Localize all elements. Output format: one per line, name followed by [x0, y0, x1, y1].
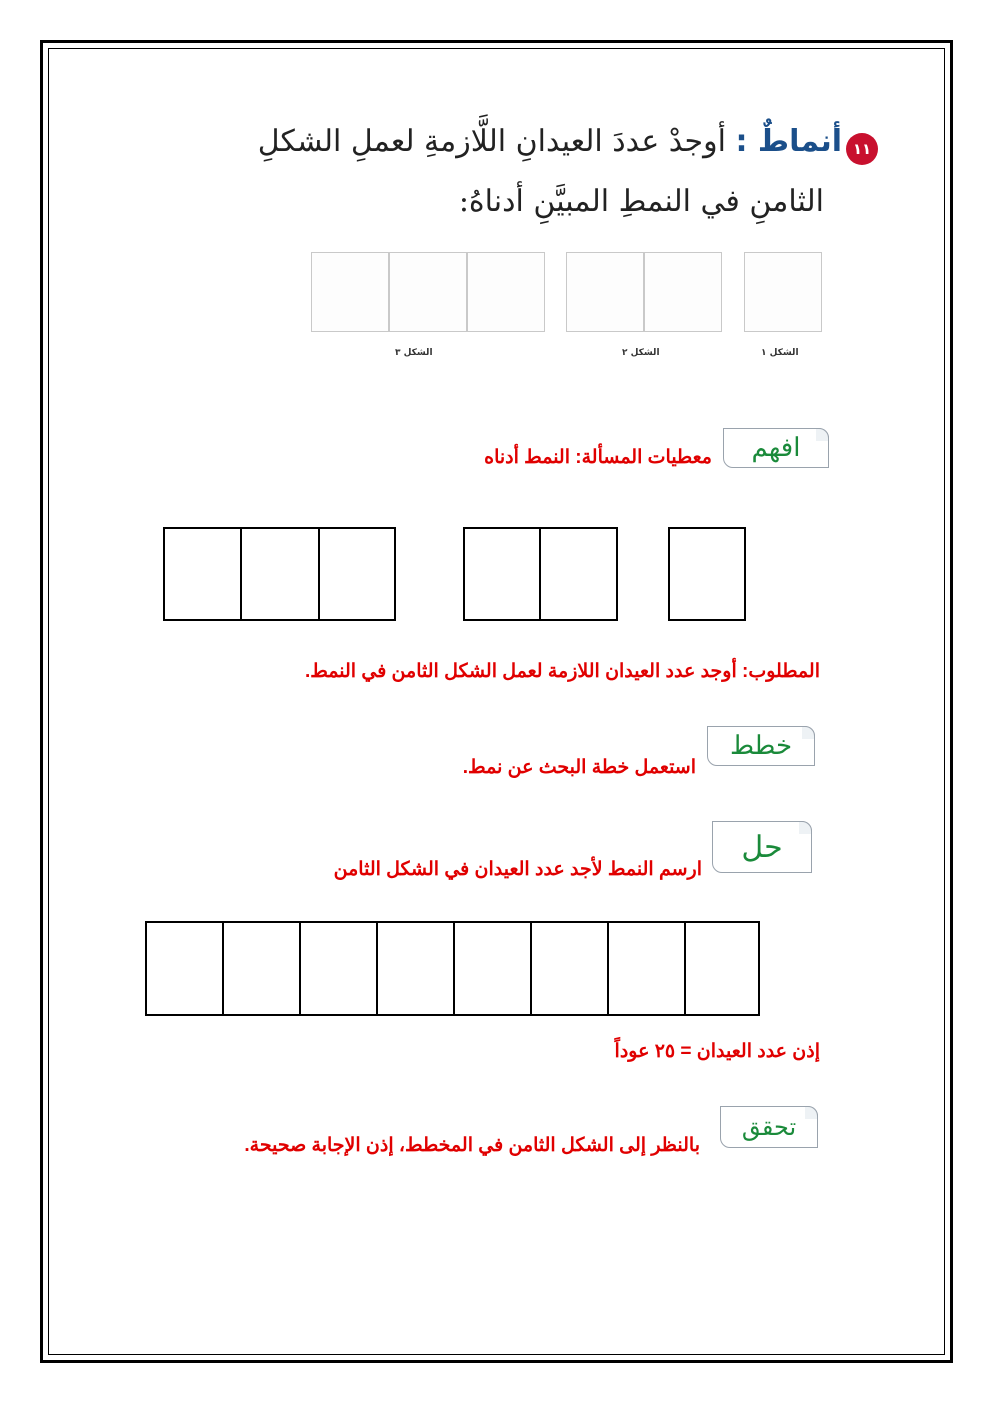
- pattern-square: [668, 527, 746, 621]
- check-icon-label: تحقق: [741, 1113, 797, 1141]
- solve-text: ارسم النمط لأجد عدد العيدان في الشكل الثامن: [333, 859, 702, 880]
- eighth-shape-square: [222, 921, 301, 1016]
- required-text: المطلوب: أوجد عدد العيدان اللازمة لعمل الشكل الثامن في النمط.: [304, 661, 820, 682]
- pattern-square: [539, 527, 618, 621]
- problem-number-badge: ١١: [846, 133, 878, 165]
- eighth-shape-square: [530, 921, 609, 1016]
- pattern-square: [463, 527, 541, 621]
- pattern-square: [318, 527, 396, 621]
- figure-label-3: الشكل ٣: [395, 348, 433, 358]
- textbook-square: [744, 252, 822, 332]
- eighth-shape-square: [607, 921, 686, 1016]
- understand-text: معطيات المسألة: النمط أدناه: [484, 447, 712, 468]
- textbook-square: [389, 252, 467, 332]
- textbook-square: [467, 252, 545, 332]
- result-text: إذن عدد العيدان = ٢٥ عوداً: [614, 1041, 820, 1062]
- solve-icon-label: حل: [741, 829, 783, 865]
- page-border-inner: [48, 48, 945, 1355]
- figure-label-2: الشكل ٢: [622, 348, 660, 358]
- plan-step-icon: [707, 726, 815, 766]
- plan-text: استعمل خطة البحث عن نمط.: [462, 757, 696, 778]
- problem-line-2: الثامنِ في النمطِ المبيَّنِ أدناهُ:: [458, 184, 824, 219]
- check-step-icon: [720, 1106, 818, 1148]
- understand-icon-label: افهم: [751, 433, 801, 463]
- figure-label-1: الشكل ١: [761, 348, 799, 358]
- textbook-square: [311, 252, 389, 332]
- problem-line-1: [202, 124, 842, 159]
- plan-icon-label: خطط: [729, 731, 793, 761]
- textbook-square: [566, 252, 644, 332]
- eighth-shape-square: [299, 921, 378, 1016]
- problem-text-1: أوجدْ عددَ العيدانِ اللَّازمةِ لعملِ الشكلِ: [257, 124, 726, 159]
- textbook-square: [644, 252, 722, 332]
- eighth-shape-square: [145, 921, 224, 1016]
- solve-step-icon: [712, 821, 812, 873]
- pattern-square: [240, 527, 320, 621]
- eighth-shape-square: [684, 921, 760, 1016]
- problem-keyword: أنماطٌ :: [735, 124, 842, 159]
- eighth-shape-square: [376, 921, 455, 1016]
- check-text: بالنظر إلى الشكل الثامن في المخطط، إذن الإجابة صحيحة.: [244, 1135, 700, 1156]
- eighth-shape-square: [453, 921, 532, 1016]
- understand-step-icon: [723, 428, 829, 468]
- pattern-square: [163, 527, 242, 621]
